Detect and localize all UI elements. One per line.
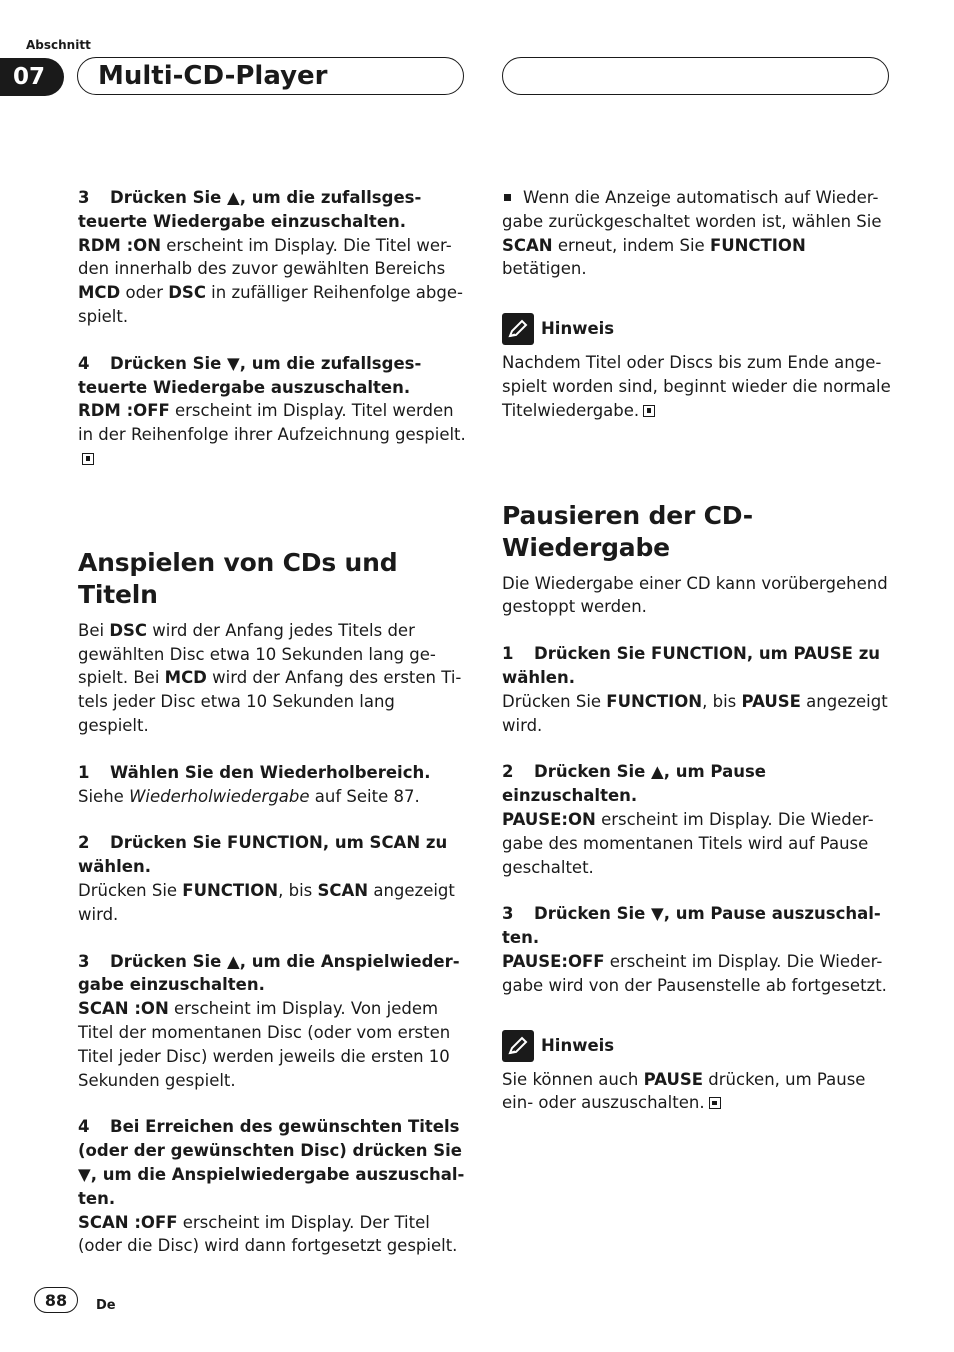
step-body: SCAN :ON erscheint im Display. Von jedem Titel der momentanen Disc (oder vom ersten Titel jeder Disc) werden jeweils die ersten 10 Sekunden gespielt. — [78, 999, 451, 1090]
step-title: 4 Bei Erreichen des gewünschten Titels (oder der gewünschten Disc) drücken Sie ▼, um die Anspielwiedergabe auszuschal- ten. — [78, 1117, 465, 1208]
step-title: 2 Drücken Sie FUNCTION, um SCAN zu wählen. — [78, 833, 448, 877]
step-body: SCAN :OFF erscheint im Display. Der Titel (oder die Disc) wird dann fortgesetzt gespielt. — [78, 1212, 458, 1256]
page-number: 88 — [34, 1287, 78, 1313]
step-body: PAUSE:ON erscheint im Display. Die Wieder- gabe des momentanen Titels wird auf Pause geschaltet. — [502, 809, 874, 877]
step-title: 1 Wählen Sie den Wiederholbereich. — [78, 762, 431, 782]
step-title: 4 Drücken Sie ▼, um die zufallsges- teuerte Wiedergabe auszuschalten. — [78, 353, 422, 397]
pencil-note-icon — [502, 1030, 534, 1062]
language-code: De — [96, 1298, 116, 1313]
note-header — [502, 313, 892, 345]
end-of-section-icon — [709, 1097, 721, 1109]
note-label: Hinweis — [541, 1035, 615, 1055]
right-column — [502, 186, 892, 1115]
chapter-title-box — [77, 57, 464, 95]
step-title: 3 Drücken Sie ▲, um die Anspielwieder- gabe einzuschalten. — [78, 951, 460, 995]
section-label: Abschnitt — [26, 38, 91, 52]
intro-paragraph: Bei DSC wird der Anfang jedes Titels der gewählten Disc etwa 10 Sekunden lang ge- spielt. Bei MCD wird der Anfang des ersten Ti- tels jeder Disc etwa 10 Sekunden lang gespielt. — [78, 620, 462, 735]
step-body: Siehe Wiederholwiedergabe auf Seite 87. — [78, 786, 420, 806]
step-title: 2 Drücken Sie ▲, um Pause einzuschalten. — [502, 762, 766, 806]
chapter-title: Multi-CD-Player — [98, 61, 328, 91]
step-body: Drücken Sie FUNCTION, bis SCAN angezeigt wird. — [78, 880, 455, 924]
end-of-section-icon — [82, 453, 94, 465]
pencil-note-icon — [502, 313, 534, 345]
step-title: 3 Drücken Sie ▲, um die zufallsges- teuerte Wiedergabe einzuschalten. — [78, 188, 422, 231]
left-column — [78, 186, 468, 1258]
note-label: Hinweis — [541, 319, 615, 339]
note-text: Nachdem Titel oder Discs bis zum Ende ange- spielt worden sind, beginnt wieder die normale Titelwiedergabe. — [502, 353, 891, 420]
empty-header-box — [502, 57, 889, 95]
square-bullet-icon — [504, 194, 511, 201]
step-body: Drücken Sie FUNCTION, bis PAUSE angezeigt wird. — [502, 691, 888, 735]
step-body: RDM :OFF erscheint im Display. Titel werden in der Reihenfolge ihrer Aufzeichnung gespielt. — [78, 399, 468, 470]
note-header — [502, 1030, 892, 1062]
step-title: 3 Drücken Sie ▼, um Pause auszuschal- ten. — [502, 904, 881, 948]
heading-pause: Pausieren der CD-Wiedergabe — [502, 500, 753, 562]
heading-anspielen: Anspielen von CDs und Titeln — [78, 547, 398, 609]
intro-paragraph: Die Wiedergabe einer CD kann vorübergehend gestoppt werden. — [502, 573, 888, 617]
note-text: Sie können auch PAUSE drücken, um Pause ein- oder auszuschalten. — [502, 1069, 866, 1113]
step-body: RDM :ON erscheint im Display. Die Titel wer- den innerhalb des zuvor gewählten Bereichs MCD oder DSC in zufälliger Reihenfolge abge- spielt. — [78, 235, 463, 326]
step-title: 1 Drücken Sie FUNCTION, um PAUSE zu wählen. — [502, 644, 881, 687]
bullet-paragraph: Wenn die Anzeige automatisch auf Wieder- gabe zurückgeschaltet worden ist, wählen Sie SCAN erneut, indem Sie FUNCTION betätigen. — [502, 188, 882, 279]
end-of-section-icon — [643, 405, 655, 417]
chapter-number: 07 — [0, 58, 64, 96]
step-body: PAUSE:OFF erscheint im Display. Die Wieder- gabe wird von der Pausenstelle ab fortgesetzt. — [502, 951, 887, 995]
